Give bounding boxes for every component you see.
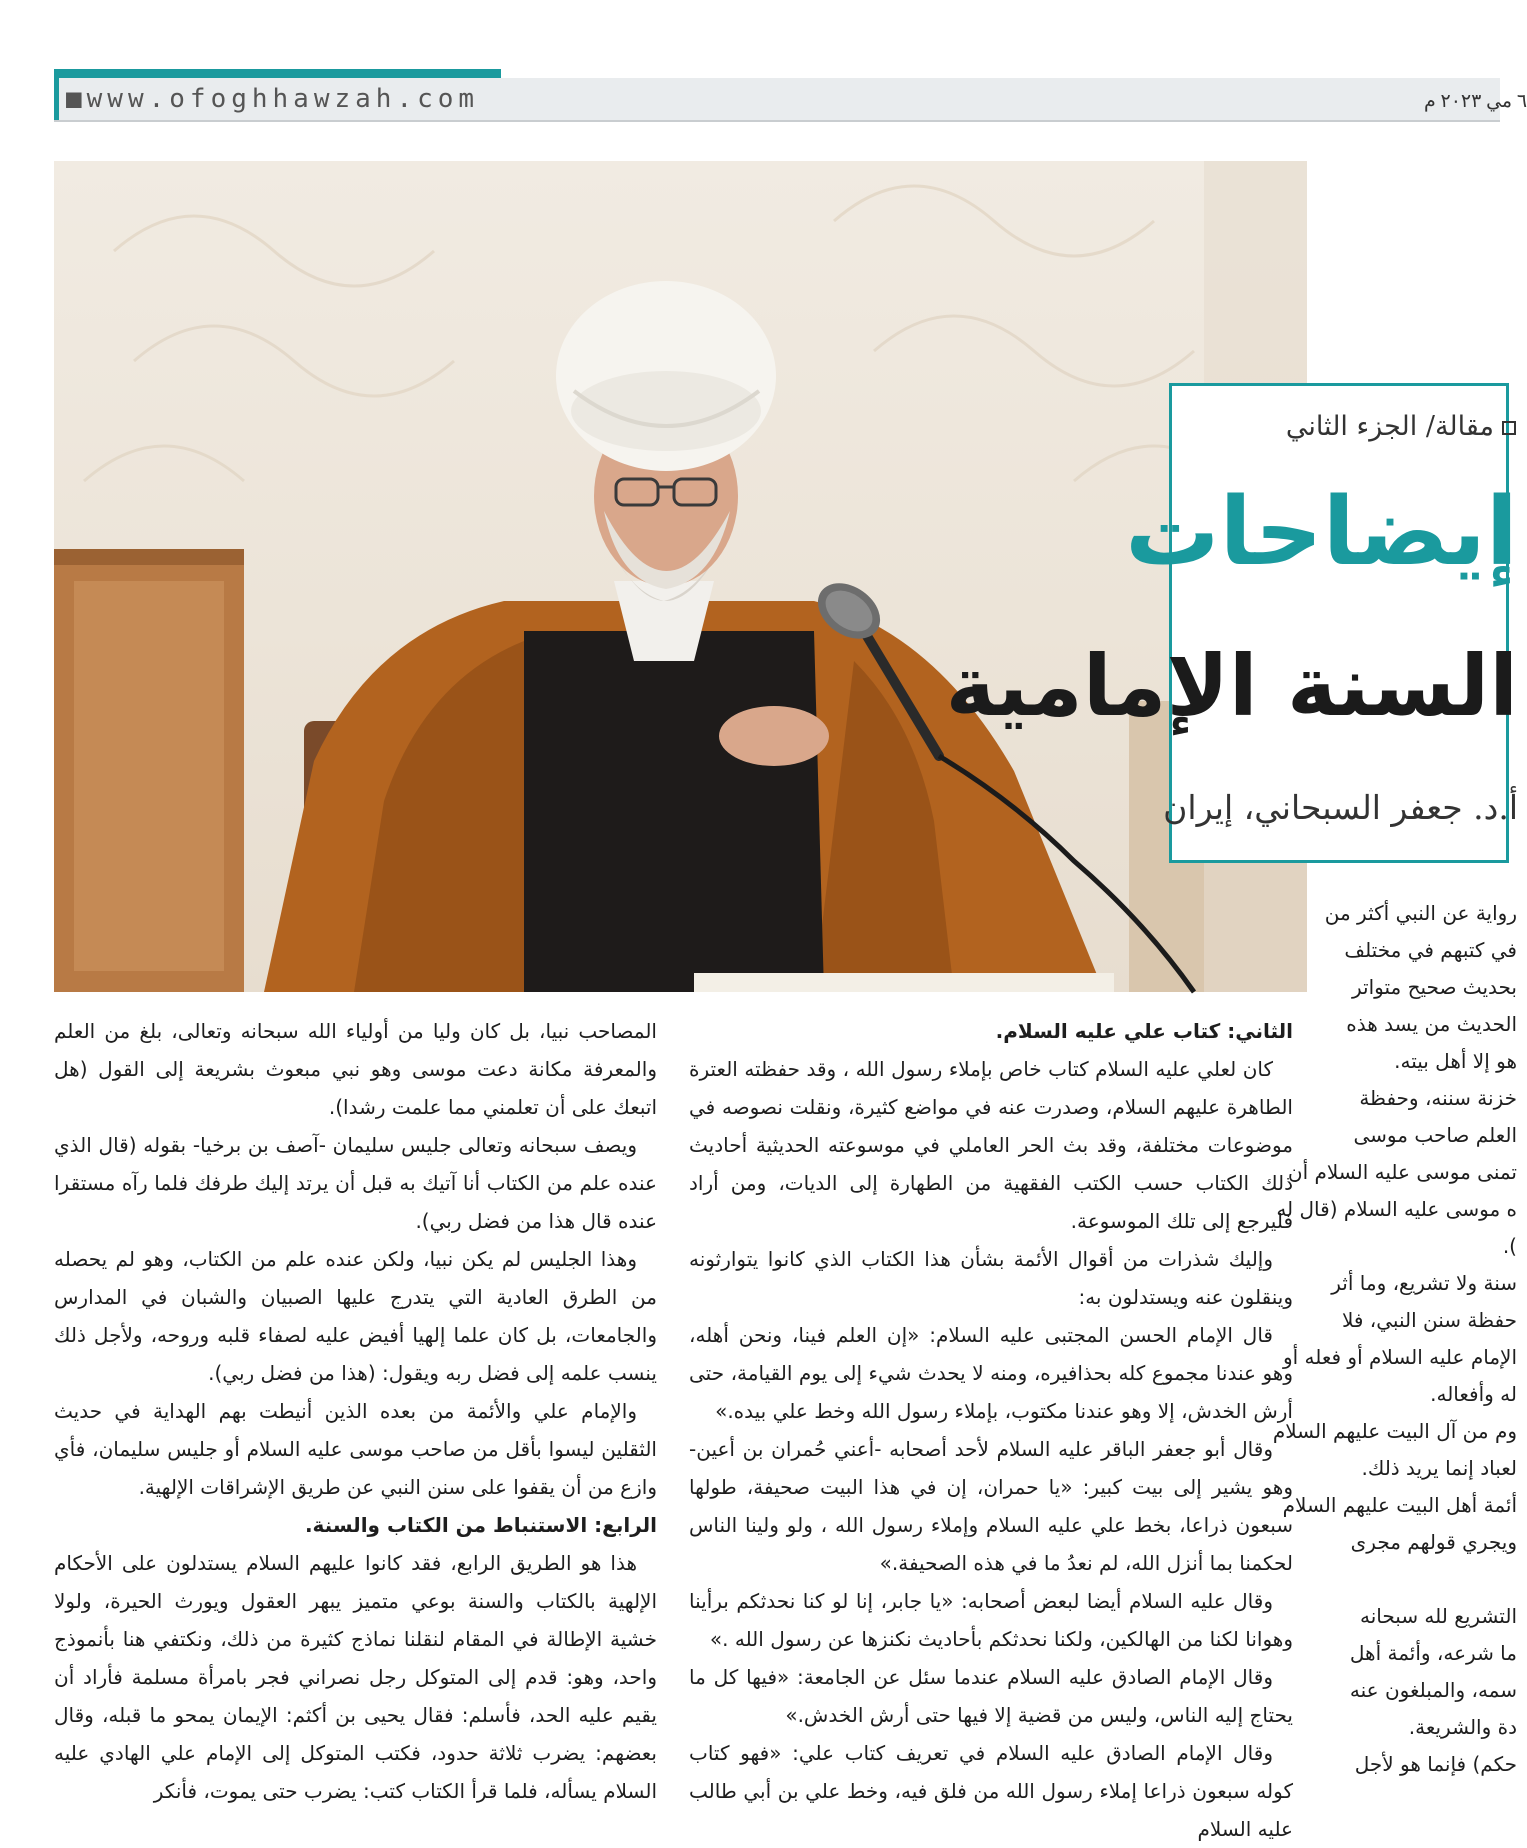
paragraph: المصاحب نبيا، بل كان وليا من أولياء الله سبحانه وتعالى، بلغ من العلم والمعرفة مكانة دعت موسى وهو نبي مبعوث بشريعة إلى القول (هل اتبعك على أن تعلمني مما علمت رشدا). bbox=[54, 1019, 657, 1119]
header-accent-bar bbox=[54, 69, 501, 78]
right-column-line: هو إلا أهل بيته. bbox=[1394, 1049, 1517, 1073]
right-column-line: سمه، والمبلغون عنه bbox=[1349, 1678, 1517, 1702]
article-author: أ.د. جعفر السبحاني، إيران bbox=[1163, 788, 1518, 827]
article-title-line2: السنة الإمامية bbox=[945, 637, 1518, 735]
right-column-line: له وأفعاله. bbox=[1430, 1382, 1517, 1406]
article-kicker-text: مقالة/ الجزء الثاني bbox=[1285, 411, 1494, 442]
site-url[interactable]: ■www.ofoghhawzah.com bbox=[66, 84, 480, 114]
right-column-line: دة والشريعة. bbox=[1408, 1715, 1517, 1739]
article-photo bbox=[54, 161, 1307, 992]
paragraph: وقال عليه السلام أيضا لبعض أصحابه: «يا جابر، إنا لو كنا نحدثكم برأينا وهوانا لكنا من الهالكين، ولكنا نحدثكم بأحاديث نكنزها عن رسول الله .» bbox=[689, 1589, 1293, 1651]
section-heading: الرابع: الاستنباط من الكتاب والسنة. bbox=[304, 1513, 657, 1537]
right-column-line: وم من آل البيت عليهم السلام bbox=[1272, 1419, 1517, 1443]
right-column-line: لعباد إنما يريد ذلك. bbox=[1361, 1456, 1517, 1480]
right-column-line: في كتبهم في مختلف bbox=[1344, 938, 1517, 962]
header-rule bbox=[54, 120, 1500, 122]
right-column-line: ويجري قولهم مجرى bbox=[1350, 1530, 1517, 1554]
right-column-line: الحديث من يسد هذه bbox=[1346, 1012, 1517, 1036]
paragraph: والإمام علي والأئمة من بعده الذين أنيطت بهم الهداية في حديث الثقلين ليسوا بأقل من صاحب موسى عليه السلام أو جليس سليمان، فأي وازع من أن يقفوا على سنن النبي عن طريق الإشراقات الإلهية. bbox=[54, 1399, 657, 1499]
paragraph: ويصف سبحانه وتعالى جليس سليمان -آصف بن برخيا- بقوله (قال الذي عنده علم من الكتاب أنا آتيك به قبل أن يرتد إليك طرفك فلما رآه مستقرا عنده قال هذا من فضل ربي). bbox=[54, 1133, 657, 1233]
body-column-right bbox=[1272, 894, 1517, 1776]
right-column-line: خزنة سننه، وحفظة bbox=[1359, 1086, 1517, 1110]
right-column-line: تمنى موسى عليه السلام أن bbox=[1287, 1160, 1517, 1184]
issue-date: ٦ مي ٢٠٢٣ م bbox=[1424, 91, 1527, 112]
body-column-middle bbox=[689, 1012, 1293, 1841]
section-heading: الثاني: كتاب علي عليه السلام. bbox=[995, 1019, 1293, 1043]
article-title-line1: إيضاحات bbox=[1125, 478, 1518, 587]
paragraph: قال الإمام الحسن المجتبى عليه السلام: «إن العلم فينا، ونحن أهله، وهو عندنا مجموع كله بحذافيره، ومنه لا يحدث شيء إلى يوم القيامة، حتى أرش الخدش، إلا وهو عندنا مكتوب، بإملاء رسول الله وخط علي بيده.» bbox=[689, 1323, 1293, 1423]
right-column-line: العلم صاحب موسى bbox=[1353, 1123, 1517, 1147]
right-column-lines bbox=[1272, 894, 1517, 1782]
paragraph: كان لعلي عليه السلام كتاب خاص بإملاء رسول الله ، وقد حفظته العترة الطاهرة عليهم السلام، وصدرت عنه في مواضع كثيرة، ونقلت نصوصه في موضوعات مختلفة، وقد بث الحر العاملي في موسوعته الحديثية أحاديث ذلك الكتاب حسب الكتب الفقهية من الطهارة إلى الديات، ومن أراد فليرجع إلى تلك الموسوعة. bbox=[689, 1057, 1293, 1233]
paragraph: وهذا الجليس لم يكن نبيا، ولكن عنده علم من الكتاب، وهو لم يحصله من الطرق العادية التي يتدرج عليها الصبيان والشبان في المدارس والجامعات، بل كان علما إلهيا أفيض عليه لصفاء قلبه وروحه، ولأجل ذلك ينسب علمه إلى فضل ربه ويقول: (هذا من فضل ربي). bbox=[54, 1247, 657, 1385]
right-column-line: أئمة أهل البيت عليهم السلام bbox=[1282, 1493, 1517, 1517]
right-column-line: الإمام عليه السلام أو فعله أو bbox=[1282, 1345, 1517, 1369]
right-column-line: التشريع لله سبحانه bbox=[1359, 1604, 1517, 1628]
paragraph: هذا هو الطريق الرابع، فقد كانوا عليهم السلام يستدلون على الأحكام الإلهية بالكتاب والسنة بوعي متميز يبهر العقول ويورث الحيرة، ولولا خشية الإطالة في المقام لنقلنا نماذج كثيرة من ذلك، ونكتفي هنا بأنموذج واحد، وهو: قدم إلى المتوكل رجل نصراني فجر بامرأة مسلمة فأراد أن يقيم عليه الحد، فأسلم: فقال يحيى بن أكثم: الإيمان يمحو ما قبله، وقال بعضهم: يضرب ثلاثة حدود، فكتب المتوكل إلى الإمام علي الهادي عليه السلام يسأله، فلما قرأ الكتاب كتب: يضرب حتى يموت، فأنكر bbox=[54, 1551, 657, 1803]
right-column-line: ه موسى عليه السلام (قال له bbox=[1276, 1197, 1517, 1221]
right-column-line: ما شرعه، وأئمة أهل bbox=[1349, 1641, 1517, 1665]
article-kicker bbox=[1286, 411, 1516, 442]
paragraph: وقال أبو جعفر الباقر عليه السلام لأحد أصحابه -أعني حُمران بن أعين- وهو يشير إلى بيت كبير: «يا حمران، إن في هذا البيت صحيفة، طولها سبعون ذراعا، بخط علي عليه السلام وإملاء رسول الله ، ولو ولينا الناس لحكمنا بما أنزل الله، لم نعدُ ما في هذه الصحيفة.» bbox=[689, 1437, 1293, 1575]
article-title-box bbox=[945, 383, 1518, 863]
body-column-left bbox=[54, 1012, 657, 1803]
right-column-line: حفظة سنن النبي، فلا bbox=[1341, 1308, 1517, 1332]
paragraph: وقال الإمام الصادق عليه السلام عندما سئل عن الجامعة: «فيها كل ما يحتاج إليه الناس، وليس من قضية إلا فيها حتى أرش الخدش.» bbox=[689, 1665, 1293, 1727]
right-column-line: رواية عن النبي أكثر من bbox=[1324, 901, 1517, 925]
right-column-line: بحديث صحيح متواتر bbox=[1352, 975, 1517, 999]
square-bullet-icon bbox=[1502, 421, 1516, 435]
right-column-line: ). bbox=[1502, 1234, 1517, 1258]
right-column-line bbox=[1317, 1560, 1517, 1597]
paragraph: وقال الإمام الصادق عليه السلام في تعريف كتاب علي: «فهو كتاب كوله سبعون ذراعا إملاء رسول الله من فلق فيه، وخط علي بن أبي طالب عليه السلام bbox=[689, 1741, 1293, 1841]
right-column-line: سنة ولا تشريع، وما أثر bbox=[1331, 1271, 1517, 1295]
paragraph: وإليك شذرات من أقوال الأئمة بشأن هذا الكتاب الذي كانوا يتوارثونه وينقلون عنه ويستدلون به: bbox=[689, 1247, 1293, 1309]
right-column-line: حكم) فإنما هو لأجل bbox=[1354, 1752, 1517, 1776]
